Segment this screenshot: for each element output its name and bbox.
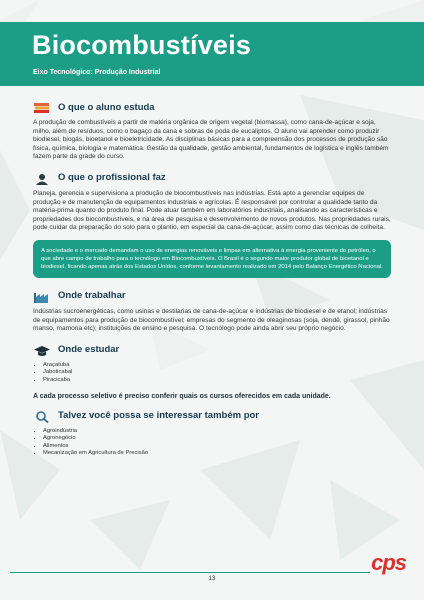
list-item: • Alimentos bbox=[43, 443, 391, 451]
section-estudar bbox=[33, 343, 391, 385]
worker-icon bbox=[33, 172, 51, 184]
section-aluno bbox=[33, 100, 391, 162]
estudar-list bbox=[33, 362, 391, 385]
list-item: • Araçatuba bbox=[43, 362, 391, 370]
section-text-aluno: A produção de combustíveis a partir de matéria orgânica de origem vegetal (biomassa), como cana-de-açúcar e soja, milho, além de resíduos, como o bagaço da cana e sobras de poda de eucaliptos. O aluno vai aprender como produzir biodiesel, biogás, bioetanol e bioeletricidade. As disciplinas básicas para a compreensão dos processos de produção são física, química, biologia e matemática. Gestão da qualidade, gestão ambiental, fundamentos de logística e inglês também fazem parte da grade do curso. bbox=[33, 119, 389, 161]
footer-rule bbox=[10, 572, 370, 573]
factory-icon bbox=[33, 290, 51, 302]
section-profissional bbox=[33, 171, 391, 233]
page-title: Biocombustíveis bbox=[32, 30, 252, 60]
list-item: • Piracicaba bbox=[43, 377, 391, 385]
section-text-profissional: Planeja, gerencia e supervisiona a produção de biocombustíveis nas indústrias. Está apto a gerenciar equipes de produção e de manutenção de equipamentos industriais e agrícolas. É responsável por controlar a qualidade tanto da matéria-prima quanto do produto final. Pode atuar também em laboratórios industriais, analisando as características e propriedades dos biocombustíveis, e na área de pesquisa e desenvolvimento de novos produtos. Nas propriedades rurais, pode cuidar da preparação do solo para o plantio, em especial da cana-de-açúcar, assim como das técnicas de colheita. bbox=[33, 189, 391, 232]
cps-logo: cps bbox=[371, 550, 406, 575]
section-title-profissional: O que o profissional faz bbox=[58, 172, 166, 184]
info-callout: A sociedade e o mercado demandam o uso de energias renováveis e limpas em alternativa à energia proveniente do petróleo, o que abre campo de trabalho para o tecnólogo em Biocombustíveis. O Brasil é o segundo maior produtor global de bioetanol e biodiesel, ficando apenas atrás dos Estados Unidos, conforme levantamento realizado em 2014 pelo Balanço Energético Nacional. bbox=[33, 240, 391, 278]
main-content bbox=[33, 100, 391, 458]
section-trabalhar bbox=[33, 289, 391, 334]
selection-notice: A cada processo seletivo é preciso conferir quais os cursos oferecidos em cada unidade. bbox=[33, 392, 331, 400]
page-header bbox=[0, 22, 424, 86]
interesse-list bbox=[33, 428, 391, 458]
list-item: • Mecanização em Agricultura de Precisão bbox=[43, 450, 391, 458]
section-interesse bbox=[33, 409, 391, 458]
page-number: 13 bbox=[208, 576, 216, 582]
section-title-aluno: O que o aluno estuda bbox=[58, 101, 155, 113]
section-text-trabalhar: Indústrias sucroenergéticas, como usinas e destilarias de cana-de-açúcar e indústrias de biodiesel e de etanol; indústrias de equipamentos para produção de biocombustível; empresas do segmento de oleaginosas (soja, dendê, girassol, pinhão manso, mamona etc); instituições de ensino e pesquisa. O tecnólogo pode ainda abrir seu próprio negócio. bbox=[33, 307, 390, 333]
page-subtitle: Eixo Tecnológico: Produção Industrial bbox=[33, 69, 161, 76]
books-icon bbox=[33, 101, 51, 113]
magnifier-icon bbox=[33, 410, 51, 422]
section-title-interesse: Talvez você possa se interessar também por bbox=[58, 410, 259, 421]
graduation-cap-icon bbox=[33, 344, 51, 356]
section-title-estudar: Onde estudar bbox=[58, 344, 120, 356]
section-title-trabalhar: Onde trabalhar bbox=[58, 290, 126, 302]
list-item: • Jaboticabal bbox=[43, 369, 391, 377]
list-item: • Agronegócio bbox=[43, 435, 391, 443]
list-item: • Agroindústria bbox=[43, 428, 391, 436]
